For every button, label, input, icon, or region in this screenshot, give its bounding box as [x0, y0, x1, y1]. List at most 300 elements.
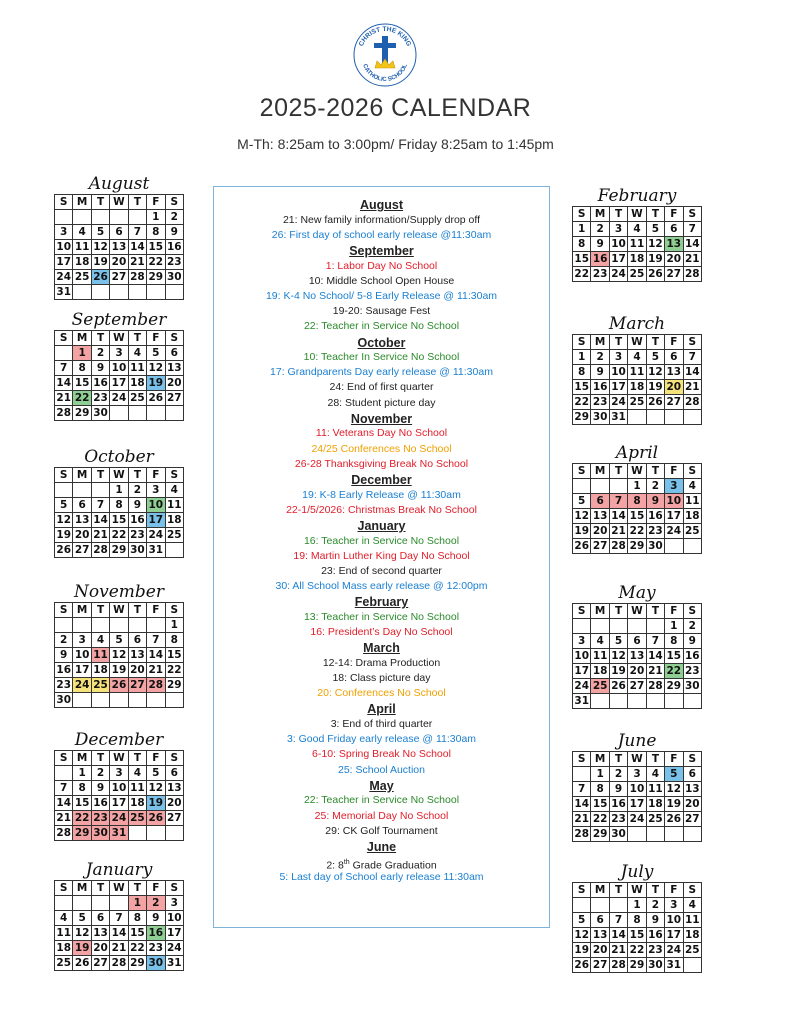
day-cell: 24: [166, 942, 182, 954]
weekday-header: S: [55, 881, 73, 896]
day-cell: 7: [110, 911, 128, 926]
weekday-header: T: [91, 751, 109, 766]
month-name: June: [617, 731, 657, 751]
day-cell: 6: [128, 633, 146, 648]
day-cell: 25: [684, 944, 700, 956]
day-cell: 24: [666, 944, 682, 956]
day-cell: 15: [166, 649, 182, 661]
weekday-header: W: [110, 881, 128, 896]
day-cell: 5: [91, 225, 109, 240]
day-cell: 8: [165, 633, 183, 648]
day-cell: 30: [648, 959, 663, 971]
day-cell: 10: [611, 366, 626, 378]
day-cell: 19: [648, 381, 663, 393]
day-cell: 21: [148, 664, 164, 676]
day-cell: 8: [628, 913, 646, 928]
weekday-header: S: [165, 331, 183, 346]
event-item: 22-1/5/2026: Christmas Break No School: [286, 503, 477, 516]
day-cell: 9: [91, 781, 109, 796]
day-cell: 28: [148, 679, 164, 691]
weekday-header: S: [683, 883, 701, 898]
weekday-header: W: [110, 331, 128, 346]
day-cell: 4: [128, 346, 146, 361]
weekday-header: W: [628, 752, 646, 767]
day-cell: 2: [591, 222, 609, 237]
weekday-header: M: [73, 331, 91, 346]
weekday-header: S: [55, 751, 73, 766]
month-name: August: [88, 174, 150, 194]
day-cell: 18: [166, 514, 182, 526]
day-cell: 17: [56, 256, 72, 268]
day-cell: 31: [574, 695, 590, 707]
day-cell: 15: [74, 377, 90, 389]
weekday-header: S: [573, 335, 591, 350]
day-cell: 25: [74, 271, 90, 283]
day-cell: 12: [74, 927, 90, 939]
day-cell: 25: [629, 396, 645, 408]
day-cell: 28: [611, 540, 626, 552]
weekday-header: S: [165, 751, 183, 766]
month-name: October: [84, 447, 154, 467]
day-cell: 5: [573, 494, 591, 509]
day-cell: 24: [111, 812, 127, 824]
weekday-header: M: [73, 195, 91, 210]
day-cell: 8: [628, 494, 646, 509]
weekday-header: F: [665, 335, 683, 350]
day-cell: 31: [166, 957, 182, 969]
day-cell: 6: [591, 913, 609, 928]
day-cell: 15: [130, 927, 145, 939]
day-cell: 20: [111, 256, 127, 268]
day-cell: 14: [684, 238, 700, 250]
day-cell: 15: [111, 514, 127, 526]
day-cell: 12: [111, 649, 127, 661]
weekday-header: S: [165, 195, 183, 210]
event-item: 13: Teacher in Service No School: [303, 610, 460, 623]
school-logo: [352, 22, 418, 88]
day-cell: 3: [147, 483, 165, 498]
day-cell: 8: [573, 237, 591, 252]
month-grid: [54, 750, 184, 841]
weekday-header: T: [91, 603, 109, 618]
weekday-header: S: [165, 881, 183, 896]
day-cell: 24: [148, 529, 164, 541]
day-cell: 3: [165, 896, 183, 911]
day-cell: 10: [111, 362, 127, 374]
day-cell: 15: [574, 253, 590, 265]
day-cell: 18: [684, 510, 700, 522]
empty-cell: [128, 618, 146, 633]
empty-cell: [73, 483, 91, 498]
day-cell: 2: [165, 210, 183, 225]
day-cell: 30: [93, 827, 108, 839]
empty-cell: [147, 406, 165, 421]
weekday-header: F: [147, 751, 165, 766]
weekday-header: T: [128, 603, 146, 618]
day-cell: 10: [74, 649, 90, 661]
day-cell: 13: [111, 241, 127, 253]
empty-cell: [91, 618, 109, 633]
day-cell: 30: [148, 957, 164, 969]
day-cell: 18: [592, 665, 608, 677]
month-grid: [572, 206, 702, 282]
day-cell: 16: [93, 377, 108, 389]
day-cell: 8: [573, 365, 591, 380]
day-cell: 13: [93, 927, 108, 939]
day-cell: 17: [111, 797, 127, 809]
day-cell: 26: [574, 540, 590, 552]
day-cell: 24: [611, 268, 626, 280]
day-cell: 11: [592, 650, 608, 662]
day-cell: 25: [592, 680, 608, 692]
day-cell: 13: [592, 510, 608, 522]
day-cell: 14: [574, 798, 590, 810]
empty-cell: [55, 346, 73, 361]
empty-cell: [609, 619, 627, 634]
day-cell: 28: [684, 268, 700, 280]
day-cell: 22: [130, 942, 145, 954]
weekday-header: W: [110, 751, 128, 766]
day-cell: 9: [165, 225, 183, 240]
day-cell: 27: [74, 544, 90, 556]
day-cell: 20: [666, 253, 682, 265]
day-cell: 11: [130, 782, 145, 794]
day-cell: 8: [73, 361, 91, 376]
weekday-header: S: [55, 468, 73, 483]
logo-text-top: CHRIST THE KING: [357, 25, 413, 48]
day-cell: 9: [91, 361, 109, 376]
day-cell: 12: [611, 650, 626, 662]
day-cell: 2: [147, 896, 165, 911]
day-cell: 19: [148, 797, 164, 809]
day-cell: 22: [574, 268, 590, 280]
weekday-header: T: [128, 881, 146, 896]
day-cell: 23: [148, 942, 164, 954]
day-cell: 12: [648, 366, 663, 378]
empty-cell: [147, 618, 165, 633]
day-cell: 22: [629, 944, 645, 956]
day-cell: 22: [148, 256, 164, 268]
day-cell: 19: [666, 798, 682, 810]
empty-cell: [573, 619, 591, 634]
weekday-header: M: [591, 752, 609, 767]
weekday-header: M: [591, 464, 609, 479]
day-cell: 28: [93, 544, 108, 556]
event-item: 19-20: Sausage Fest: [332, 305, 431, 318]
day-cell: 21: [611, 525, 626, 537]
empty-cell: [683, 410, 701, 425]
weekday-header: M: [591, 335, 609, 350]
event-month-heading: June: [366, 839, 397, 854]
day-cell: 25: [93, 679, 108, 691]
day-cell: 28: [648, 680, 663, 692]
day-cell: 31: [148, 544, 164, 556]
month-july: [572, 862, 702, 973]
weekday-header: T: [646, 604, 664, 619]
empty-cell: [55, 618, 73, 633]
event-item: 25: School Auction: [338, 763, 425, 776]
event-month-heading: February: [354, 595, 409, 610]
day-cell: 29: [148, 271, 164, 283]
month-february: [572, 186, 702, 282]
month-name: November: [74, 582, 164, 602]
month-november: [54, 582, 184, 708]
day-cell: 25: [629, 268, 645, 280]
month-grid: [572, 603, 702, 709]
day-cell: 11: [684, 495, 700, 507]
day-cell: 10: [148, 499, 164, 511]
weekday-header: S: [683, 752, 701, 767]
day-cell: 6: [628, 634, 646, 649]
weekday-header: S: [683, 335, 701, 350]
day-cell: 21: [574, 813, 590, 825]
day-cell: 7: [91, 498, 109, 513]
month-october: [54, 447, 184, 558]
event-item: 3: Good Friday early release @ 11:30am: [286, 733, 477, 746]
day-cell: 23: [130, 529, 145, 541]
day-cell: 12: [574, 929, 590, 941]
day-cell: 1: [147, 210, 165, 225]
weekday-header: T: [128, 751, 146, 766]
weekday-header: T: [91, 331, 109, 346]
day-cell: 12: [574, 510, 590, 522]
day-cell: 13: [666, 238, 682, 250]
day-cell: 7: [646, 634, 664, 649]
day-cell: 11: [166, 499, 182, 511]
month-grid: [572, 882, 702, 973]
day-cell: 19: [56, 529, 72, 541]
day-cell: 16: [611, 798, 626, 810]
day-cell: 27: [666, 268, 682, 280]
day-cell: 29: [111, 544, 127, 556]
day-cell: 3: [665, 898, 683, 913]
month-december: [54, 730, 184, 841]
day-cell: 25: [130, 392, 145, 404]
empty-cell: [110, 618, 128, 633]
event-item: 5: Last day of School early release 11:30am: [279, 870, 484, 883]
day-cell: 11: [648, 783, 663, 795]
day-cell: 8: [128, 911, 146, 926]
month-june: [572, 731, 702, 842]
day-cell: 27: [111, 271, 127, 283]
empty-cell: [665, 539, 683, 554]
empty-cell: [147, 826, 165, 841]
day-cell: 25: [684, 525, 700, 537]
day-cell: 19: [111, 664, 127, 676]
empty-cell: [55, 896, 73, 911]
day-cell: 18: [648, 798, 663, 810]
event-item: 10: Middle School Open House: [308, 274, 455, 287]
empty-cell: [683, 958, 701, 973]
day-cell: 15: [574, 381, 590, 393]
event-item: 24: End of first quarter: [329, 381, 434, 394]
day-cell: 13: [684, 783, 700, 795]
day-cell: 5: [147, 766, 165, 781]
day-cell: 1: [110, 483, 128, 498]
day-cell: 18: [684, 929, 700, 941]
empty-cell: [128, 210, 146, 225]
day-cell: 21: [56, 392, 72, 404]
empty-cell: [110, 285, 128, 300]
day-cell: 17: [666, 929, 682, 941]
day-cell: 15: [666, 650, 682, 662]
day-cell: 5: [646, 350, 664, 365]
day-cell: 19: [93, 256, 108, 268]
weekday-header: S: [573, 464, 591, 479]
day-cell: 6: [91, 911, 109, 926]
weekday-header: T: [646, 464, 664, 479]
empty-cell: [73, 618, 91, 633]
empty-cell: [73, 693, 91, 708]
month-april: [572, 443, 702, 554]
weekday-header: W: [110, 603, 128, 618]
day-cell: 9: [683, 634, 701, 649]
event-month-heading: December: [351, 473, 412, 487]
day-cell: 27: [592, 540, 608, 552]
day-cell: 7: [55, 781, 73, 796]
event-month-heading: May: [369, 778, 394, 793]
day-cell: 27: [166, 812, 182, 824]
day-cell: 2: [591, 350, 609, 365]
day-cell: 26: [648, 396, 663, 408]
event-item: 17: Grandparents Day early release @ 11:30am: [270, 366, 493, 379]
month-september: [54, 310, 184, 421]
event-month-heading: March: [363, 641, 400, 656]
weekday-header: S: [683, 604, 701, 619]
day-cell: 3: [73, 633, 91, 648]
day-cell: 2: [91, 766, 109, 781]
day-cell: 9: [646, 913, 664, 928]
day-cell: 3: [609, 350, 627, 365]
day-cell: 1: [573, 350, 591, 365]
day-cell: 22: [166, 664, 182, 676]
day-cell: 27: [666, 396, 682, 408]
day-cell: 12: [148, 782, 164, 794]
empty-cell: [591, 619, 609, 634]
day-cell: 19: [574, 525, 590, 537]
weekday-header: S: [165, 468, 183, 483]
day-cell: 8: [147, 225, 165, 240]
day-cell: 21: [130, 256, 145, 268]
event-item: 19: K-4 No School/ 5-8 Early Release @ 11:30am: [265, 289, 498, 302]
day-cell: 26: [74, 957, 90, 969]
weekday-header: T: [609, 464, 627, 479]
weekday-header: W: [628, 464, 646, 479]
empty-cell: [591, 694, 609, 709]
weekday-header: W: [110, 195, 128, 210]
day-cell: 29: [592, 828, 608, 840]
day-cell: 1: [591, 767, 609, 782]
day-cell: 14: [56, 377, 72, 389]
day-cell: 29: [666, 680, 682, 692]
empty-cell: [147, 693, 165, 708]
day-cell: 7: [573, 782, 591, 797]
empty-cell: [609, 694, 627, 709]
day-cell: 21: [648, 665, 663, 677]
event-item: 26: First day of school early release @11:30am: [271, 228, 492, 241]
day-cell: 2: [609, 767, 627, 782]
weekday-header: T: [128, 468, 146, 483]
empty-cell: [73, 285, 91, 300]
day-cell: 1: [665, 619, 683, 634]
day-cell: 14: [684, 366, 700, 378]
empty-cell: [73, 896, 91, 911]
day-cell: 3: [628, 767, 646, 782]
day-cell: 8: [591, 782, 609, 797]
day-cell: 10: [629, 783, 645, 795]
day-cell: 16: [166, 241, 182, 253]
day-cell: 6: [665, 222, 683, 237]
day-cell: 29: [74, 407, 90, 419]
day-cell: 11: [629, 366, 645, 378]
day-cell: 19: [648, 253, 663, 265]
day-cell: 14: [148, 649, 164, 661]
weekday-header: S: [573, 604, 591, 619]
day-cell: 19: [74, 942, 90, 954]
day-cell: 1: [73, 346, 91, 361]
day-cell: 8: [665, 634, 683, 649]
day-cell: 21: [111, 942, 127, 954]
event-item: 18: Class picture day: [332, 672, 431, 685]
event-item: 11: Veterans Day No School: [315, 427, 448, 440]
weekday-header: T: [646, 207, 664, 222]
day-cell: 22: [74, 392, 90, 404]
day-cell: 7: [609, 494, 627, 509]
empty-cell: [55, 483, 73, 498]
day-cell: 2: [646, 898, 664, 913]
empty-cell: [573, 898, 591, 913]
weekday-header: T: [609, 335, 627, 350]
day-cell: 18: [56, 942, 72, 954]
day-cell: 25: [56, 957, 72, 969]
day-cell: 18: [629, 253, 645, 265]
day-cell: 3: [573, 634, 591, 649]
day-cell: 4: [628, 350, 646, 365]
day-cell: 21: [611, 944, 626, 956]
day-cell: 1: [128, 896, 146, 911]
day-cell: 4: [628, 222, 646, 237]
day-cell: 31: [56, 286, 72, 298]
day-cell: 17: [611, 253, 626, 265]
day-cell: 5: [147, 346, 165, 361]
day-cell: 26: [648, 268, 663, 280]
day-cell: 9: [646, 494, 664, 509]
day-cell: 7: [609, 913, 627, 928]
event-item: 25: Memorial Day No School: [314, 809, 449, 822]
day-cell: 2: [55, 633, 73, 648]
day-cell: 27: [166, 392, 182, 404]
day-cell: 4: [128, 766, 146, 781]
day-cell: 17: [111, 377, 127, 389]
day-cell: 4: [91, 633, 109, 648]
month-january: [54, 860, 184, 971]
weekday-header: F: [147, 881, 165, 896]
day-cell: 31: [666, 959, 682, 971]
day-cell: 17: [574, 665, 590, 677]
weekday-header: S: [573, 752, 591, 767]
weekday-header: F: [147, 603, 165, 618]
empty-cell: [91, 483, 109, 498]
day-cell: 12: [56, 514, 72, 526]
empty-cell: [683, 539, 701, 554]
month-name: July: [620, 862, 654, 882]
weekday-header: F: [147, 331, 165, 346]
day-cell: 23: [166, 256, 182, 268]
day-cell: 25: [130, 812, 145, 824]
empty-cell: [591, 898, 609, 913]
event-month-heading: April: [367, 702, 396, 717]
day-cell: 14: [93, 514, 108, 526]
